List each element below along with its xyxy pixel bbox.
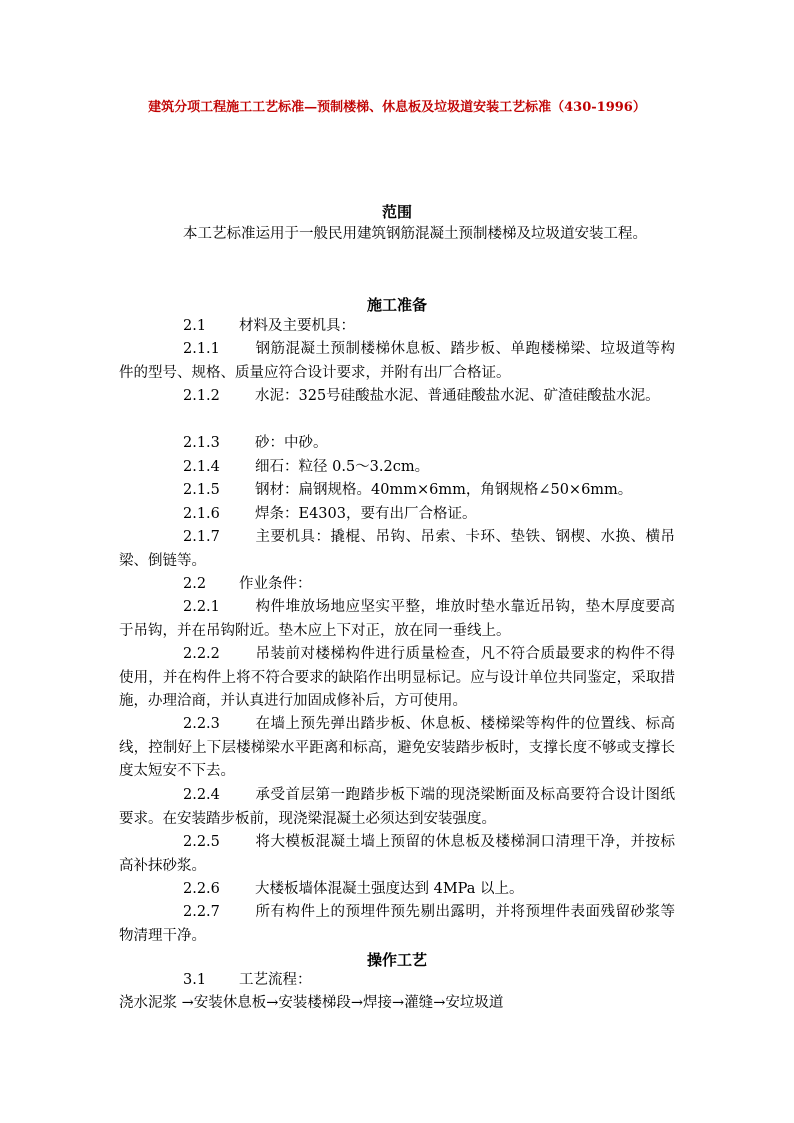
item-2-1-2 xyxy=(119,385,675,409)
item-number: 2.2.7 xyxy=(183,904,220,920)
document-title: 建筑分项工程施工工艺标准—预制楼梯、休息板及垃圾道安装工艺标准（430-1996） xyxy=(148,100,646,115)
item-2-2-2 xyxy=(119,643,675,714)
item-text: 材料及主要机具： xyxy=(239,318,355,334)
item-text: 钢筋混凝土预制楼梯休息板、踏步板、单跑楼梯梁、垃圾道等构件的型号、规格、质量应符合设计要求，并附有出厂合格证。 xyxy=(119,341,675,381)
item-2-2 xyxy=(119,573,675,597)
item-number: 2.1.3 xyxy=(183,435,220,451)
process-flow: 浇水泥浆 →安装休息板→安装楼梯段→焊接→灌缝→安垃圾道 xyxy=(119,995,504,1011)
item-text: 构件堆放场地应坚实平整，堆放时垫水靠近吊钩，垫木厚度要高于吊钩，并在吊钩附近。垫木应上下对正，放在同一垂线上。 xyxy=(119,599,675,639)
item-number: 2.2.5 xyxy=(183,834,220,850)
item-number: 2.2.3 xyxy=(183,716,220,732)
item-text: 所有构件上的预埋件预先剔出露明，并将预埋件表面残留砂浆等物清理干净。 xyxy=(119,904,675,944)
item-number: 2.2.2 xyxy=(183,646,220,662)
item-number: 2.1.7 xyxy=(183,529,220,545)
item-number: 2.1 xyxy=(183,318,207,334)
scope-paragraph: 本工艺标准运用于一般民用建筑钢筋混凝土预制楼梯及垃圾道安装工程。 xyxy=(183,226,647,242)
item-text: 细石：粒径 0.5～3.2cm。 xyxy=(255,459,430,475)
item-text: 承受首层第一跑踏步板下端的现浇梁断面及标高要符合设计图纸要求。在安装踏步板前，现浇梁混凝土必须达到安装强度。 xyxy=(119,787,675,827)
item-2-2-3 xyxy=(119,713,675,784)
item-text: 焊条：E4303，要有出厂合格证。 xyxy=(255,506,477,522)
item-number: 2.2.4 xyxy=(183,787,220,803)
item-text: 主要机具：撬棍、吊钩、吊索、卡环、垫铁、钢楔、水换、横吊梁、倒链等。 xyxy=(119,529,675,569)
item-2-2-7 xyxy=(119,901,675,948)
item-number: 2.2.1 xyxy=(183,599,220,615)
item-text: 在墙上预先弹出踏步板、休息板、楼梯梁等构件的位置线、标高线，控制好上下层楼梯梁水平距离和标高，避免安装踏步板时，支撑长度不够或支撑长度太短安不下去。 xyxy=(119,716,675,779)
section-heading-operation: 操作工艺 xyxy=(366,951,427,969)
item-number: 2.1.6 xyxy=(183,506,220,522)
item-number: 2.1.4 xyxy=(183,459,220,475)
item-text: 砂：中砂。 xyxy=(255,435,328,451)
item-text: 工艺流程： xyxy=(239,972,312,988)
item-2-2-6 xyxy=(119,878,675,902)
item-2-1-4 xyxy=(119,456,675,480)
item-number: 2.2.6 xyxy=(183,881,220,897)
item-3-1 xyxy=(119,969,675,993)
item-text: 吊装前对楼梯构件进行质量检查，凡不符合质最要求的构件不得使用，并在构件上将不符合要求的缺陷作出明显标记。应与设计单位共同鉴定，采取措施，办理洽商，并认真进行加固成修补后，方可使用。 xyxy=(119,646,675,709)
item-2-1-6 xyxy=(119,503,675,527)
item-number: 2.1.1 xyxy=(183,341,220,357)
item-number: 2.1.2 xyxy=(183,388,220,404)
item-2-1-7 xyxy=(119,526,675,573)
section-heading-scope: 范围 xyxy=(381,203,412,221)
item-2-1-3 xyxy=(119,432,675,456)
section-heading-preparation: 施工准备 xyxy=(366,296,427,314)
item-number: 3.1 xyxy=(183,972,207,988)
item-number: 2.1.5 xyxy=(183,482,220,498)
item-2-2-5 xyxy=(119,831,675,878)
item-text: 钢材：扁钢规格。40mm×6mm，角钢规格∠50×6mm。 xyxy=(255,482,633,498)
item-number: 2.2 xyxy=(183,576,207,592)
item-text: 水泥：325号硅酸盐水泥、普通硅酸盐水泥、矿渣硅酸盐水泥。 xyxy=(255,388,660,404)
item-text: 大楼板墙体混凝土强度达到 4MPa 以上。 xyxy=(255,881,524,897)
item-2-1-5 xyxy=(119,479,675,503)
item-2-1-1 xyxy=(119,338,675,385)
item-2-2-4 xyxy=(119,784,675,831)
item-2-1 xyxy=(119,315,675,339)
item-text: 作业条件： xyxy=(239,576,312,592)
item-2-2-1 xyxy=(119,596,675,643)
item-text: 将大模板混凝土墙上预留的休息板及楼梯洞口清理干净，并按标高补抹砂浆。 xyxy=(119,834,675,874)
